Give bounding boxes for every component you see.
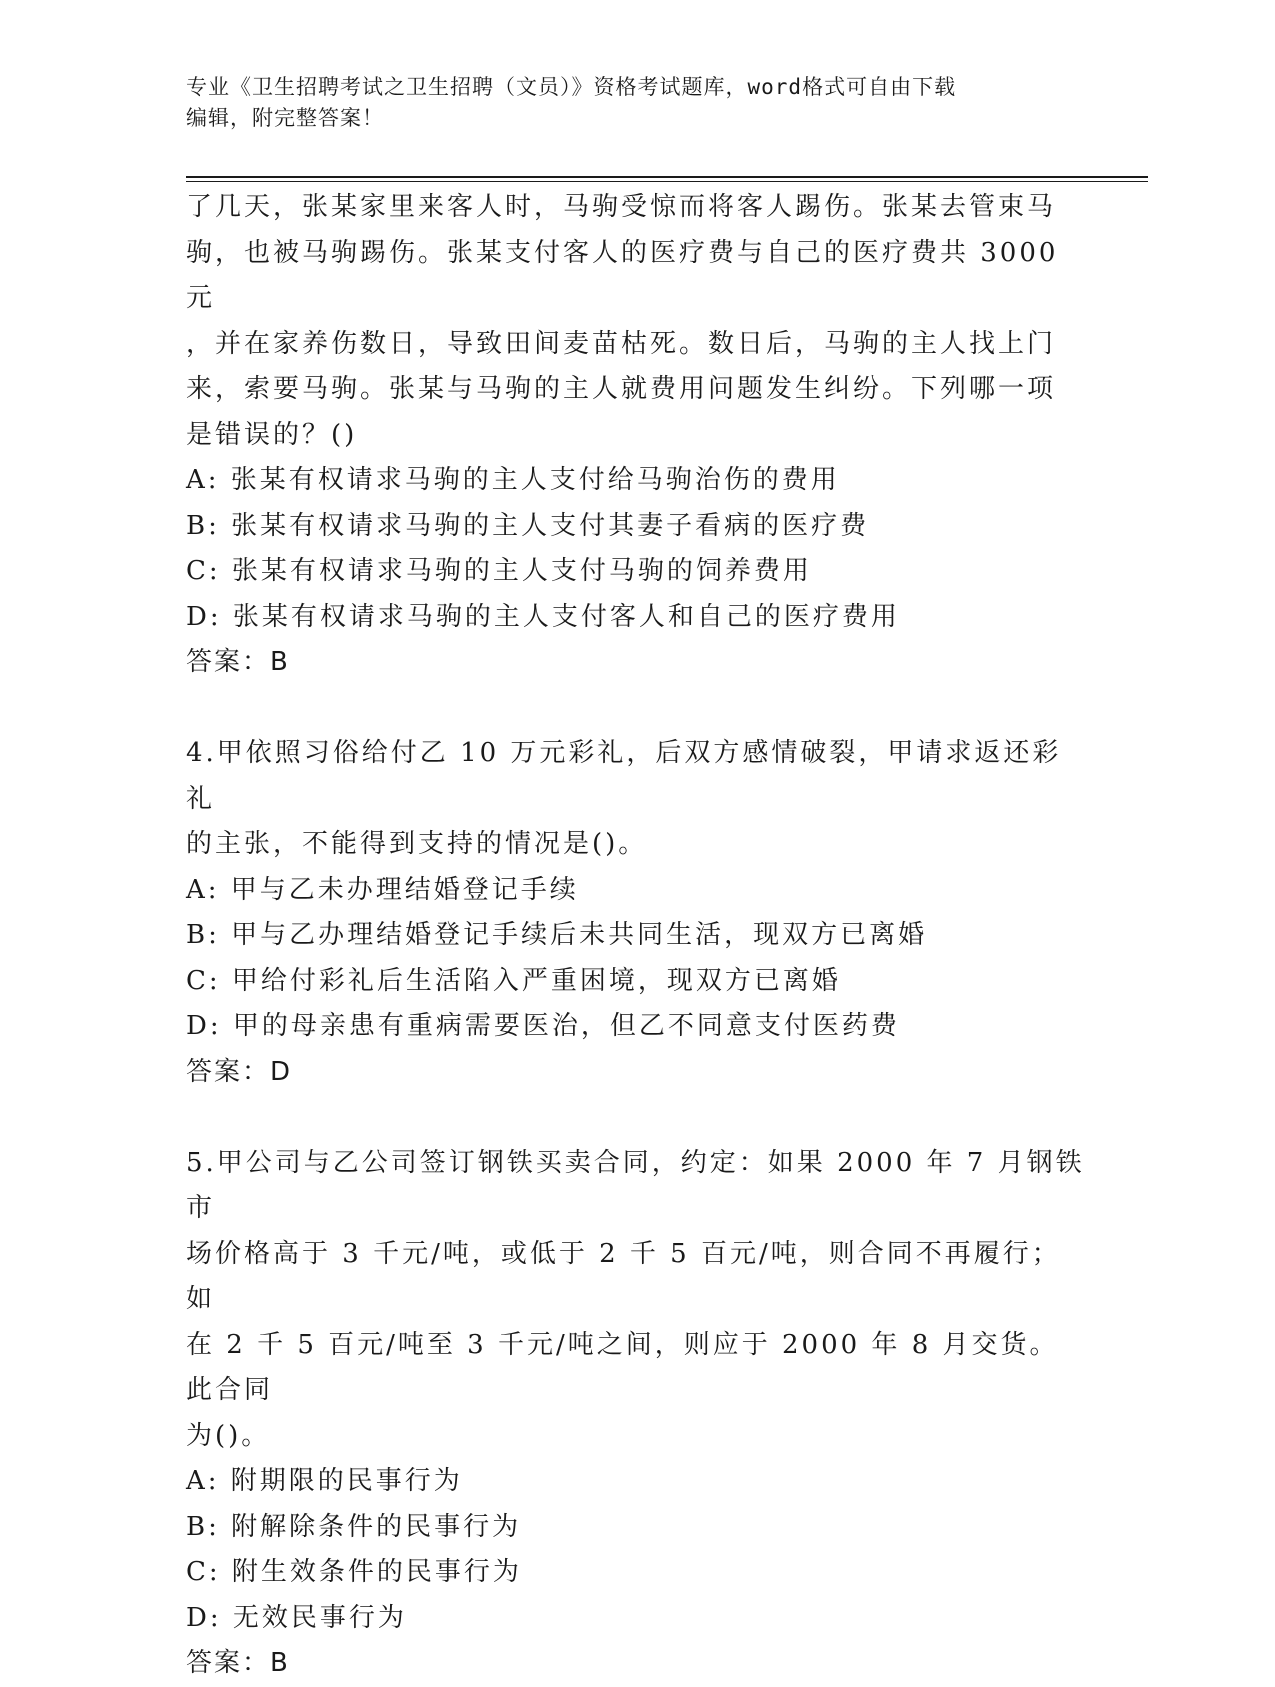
question-5-option-d: D: 无效民事行为 xyxy=(186,1602,407,1633)
question-4-option-b: B: 甲与乙办理结婚登记手续后未共同生活，现双方已离婚 xyxy=(186,920,928,950)
question-content xyxy=(186,185,1086,1687)
spacer xyxy=(186,1095,1086,1141)
header-divider-thin xyxy=(186,181,1148,182)
question-3-answer: 答案：B xyxy=(186,647,290,677)
question-3-line-5: 是错误的？() xyxy=(186,419,358,450)
question-4-option-d: D: 甲的母亲患有重病需要医治，但乙不同意支付医药费 xyxy=(186,1011,900,1041)
question-5-line-2: 场价格高于 3 千元/吨，或低于 2 千 5 百元/吨，则合同不再履行；如 xyxy=(186,1238,1061,1314)
question-5 xyxy=(186,1141,1086,1687)
question-3-line-1: 了几天，张某家里来客人时，马驹受惊而将客人踢伤。张某去管束马 xyxy=(186,192,1057,222)
spacer xyxy=(186,686,1086,732)
question-5-answer: 答案：B xyxy=(186,1648,290,1678)
question-4 xyxy=(186,731,1086,1095)
header-divider-thick xyxy=(186,176,1148,178)
question-3-option-a: A: 张某有权请求马驹的主人支付给马驹治伤的费用 xyxy=(186,465,840,495)
question-5-line-4: 为()。 xyxy=(186,1420,271,1451)
question-5-line-1: 5.甲公司与乙公司签订钢铁买卖合同，约定：如果 2000 年 7 月钢铁市 xyxy=(186,1147,1085,1223)
question-5-line-3: 在 2 千 5 百元/吨至 3 千元/吨之间，则应于 2000 年 8 月交货。此合同 xyxy=(186,1329,1059,1405)
question-3-line-4: 来，索要马驹。张某与马驹的主人就费用问题发生纠纷。下列哪一项 xyxy=(186,374,1057,404)
question-5-option-b: B: 附解除条件的民事行为 xyxy=(186,1511,522,1542)
header-line-1: 专业《卫生招聘考试之卫生招聘（文员）》资格考试题库，word格式可自由下载 xyxy=(186,75,957,99)
question-3-option-b: B: 张某有权请求马驹的主人支付其妻子看病的医疗费 xyxy=(186,510,870,541)
question-4-option-a: A: 甲与乙未办理结婚登记手续 xyxy=(186,874,579,905)
question-4-line-2: 的主张，不能得到支持的情况是()。 xyxy=(186,829,648,859)
page-header xyxy=(186,72,1076,134)
question-4-option-c: C: 甲给付彩礼后生活陷入严重困境，现双方已离婚 xyxy=(186,965,841,996)
question-3-option-c: C: 张某有权请求马驹的主人支付马驹的饲养费用 xyxy=(186,556,812,586)
question-3-option-d: D: 张某有权请求马驹的主人支付客人和自己的医疗费用 xyxy=(186,601,900,632)
question-5-option-c: C: 附生效条件的民事行为 xyxy=(186,1557,522,1587)
question-3-line-2: 驹，也被马驹踢伤。张某支付客人的医疗费与自己的医疗费共 3000 元 xyxy=(186,237,1059,313)
header-line-2: 编辑，附完整答案！ xyxy=(186,106,384,130)
question-3 xyxy=(186,185,1086,686)
question-5-option-a: A: 附期限的民事行为 xyxy=(186,1466,463,1496)
question-4-answer: 答案：D xyxy=(186,1056,293,1087)
question-3-line-3: ，并在家养伤数日，导致田间麦苗枯死。数日后，马驹的主人找上门 xyxy=(186,328,1057,359)
question-4-line-1: 4.甲依照习俗给付乙 10 万元彩礼，后双方感情破裂，甲请求返还彩礼 xyxy=(186,738,1062,814)
